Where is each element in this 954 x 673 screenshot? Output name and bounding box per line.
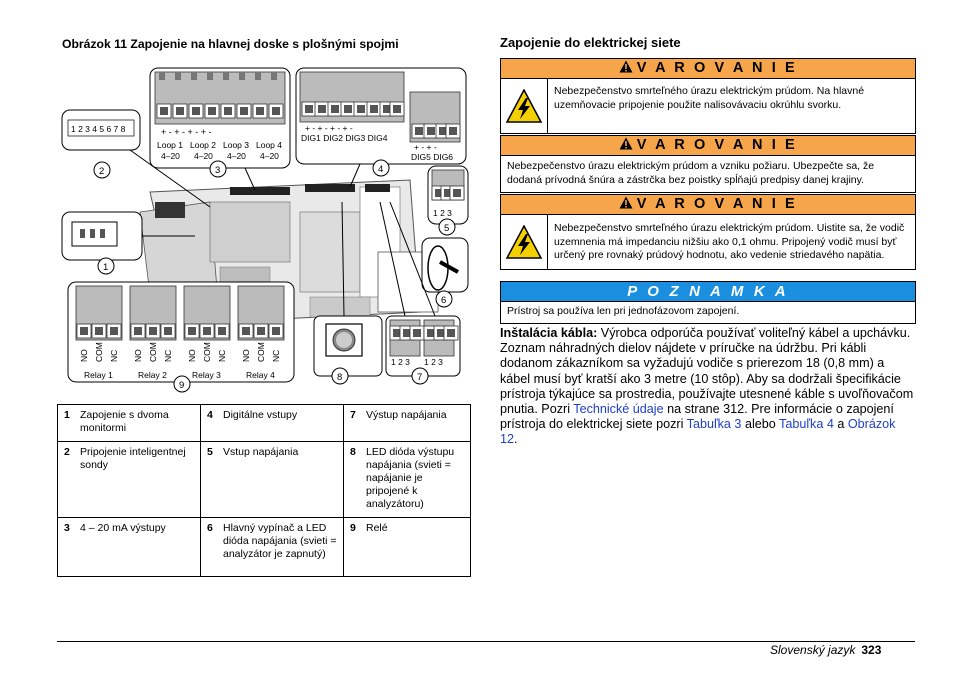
table-row: 1 Zapojenie s dvoma monitormi 4 Digitálne vstupy 7 Výstup napájania <box>58 405 471 442</box>
dig-signs: + - + - + - + - <box>305 123 353 133</box>
svg-text:COM: COM <box>256 342 266 362</box>
svg-text:NC: NC <box>163 349 173 362</box>
callout-7: 7 <box>417 372 423 383</box>
wiring-diagram <box>60 62 472 396</box>
svg-text:NC: NC <box>109 349 119 362</box>
figure-title: Obrázok 11 Zapojenie na hlavnej doske s plošnými spojmi <box>62 37 399 51</box>
warning-text: Nebezpečenstvo smrteľného úrazu elektrickým prúdom. Uistite sa, že vodič uzemnenia má impedanciu nižšiu ako 0,1 ohmu. Pripojený vodič musí byť určený pre rovnaký prúdový hodnotu, ako vedenie striedavého napätia. <box>554 222 905 261</box>
link-table-4[interactable]: Tabuľka 4 <box>779 417 834 432</box>
warning-box-2 <box>500 135 916 193</box>
page-number: 323 <box>861 643 882 657</box>
table-row: 2 Pripojenie inteligentnej sondy 5 Vstup napájania 8 LED dióda výstupu napájania (svieti = napájanie je pripojené k analyzátoru) <box>58 442 471 518</box>
callout-6: 6 <box>441 295 447 306</box>
dig56-label: DIG5 DIG6 <box>411 152 454 162</box>
callout-5: 5 <box>444 223 450 234</box>
warning-heading: V A R O V A N I E <box>636 60 798 76</box>
warning-text: Nebezpečenstvo smrteľného úrazu elektrickým prúdom. Na hlavné uzemňovacie pripojenie použite nalisovávaciu okrúhlu svorku. <box>554 85 865 111</box>
power-out-pins-b: 1 2 3 <box>424 357 443 367</box>
relay-label-3: Relay 3 <box>192 370 221 380</box>
warning-box-1 <box>500 58 916 134</box>
warning-triangle-icon <box>619 137 633 150</box>
svg-text:NO: NO <box>79 349 89 362</box>
svg-text:NC: NC <box>217 349 227 362</box>
dig56-signs: + - + - <box>414 142 437 152</box>
warning-box-3 <box>500 194 916 270</box>
svg-text:COM: COM <box>202 342 212 362</box>
dip-label: 1 2 3 4 5 6 7 8 <box>71 124 126 134</box>
svg-text:NO: NO <box>133 349 143 362</box>
warning-triangle-icon <box>619 60 633 73</box>
callout-1: 1 <box>103 262 109 273</box>
link-figure-12[interactable]: Obrázok 12 <box>500 417 896 447</box>
warning-heading: V A R O V A N I E <box>636 196 798 212</box>
callout-8: 8 <box>337 372 343 383</box>
loop-range-1: 4–20 <box>161 151 180 161</box>
footer-divider <box>57 641 915 642</box>
table-row: 3 4 – 20 mA výstupy 6 Hlavný vypínač a LED dióda napájania (svieti = analyzátor je zapnutý) 9 Relé <box>58 518 471 577</box>
relay-label-4: Relay 4 <box>246 370 275 380</box>
callout-3: 3 <box>215 165 221 176</box>
callout-4: 4 <box>378 164 384 175</box>
loop-label-3: Loop 3 <box>223 140 249 150</box>
dig-labels: DIG1 DIG2 DIG3 DIG4 <box>301 133 388 143</box>
figure-legend-table <box>57 404 471 577</box>
callout-9: 9 <box>179 380 185 391</box>
warning-heading: V A R O V A N I E <box>636 137 798 153</box>
svg-text:COM: COM <box>94 342 104 362</box>
section-title: Zapojenie do elektrickej siete <box>500 35 681 50</box>
link-table-3[interactable]: Tabuľka 3 <box>686 417 742 432</box>
loop-label-4: Loop 4 <box>256 140 282 150</box>
relay-label-1: Relay 1 <box>84 370 113 380</box>
svg-text:COM: COM <box>148 342 158 362</box>
footer <box>770 643 881 657</box>
warning-text: Nebezpečenstvo úrazu elektrickým prúdom a vzniku požiaru. Ubezpečte sa, že dodaná prívodná šnúra a zástrčka bez poistky spĺňajú predpisy danej krajiny. <box>507 160 875 186</box>
loop-range-4: 4–20 <box>260 151 279 161</box>
note-heading: P O Z N A M K A <box>501 282 915 302</box>
relays-panel <box>68 282 294 382</box>
svg-text:NO: NO <box>187 349 197 362</box>
electric-shock-icon <box>506 89 542 123</box>
note-box <box>500 281 916 324</box>
power-pins: 1 2 3 <box>433 208 452 218</box>
link-technical-data[interactable]: Technické údaje <box>573 402 664 417</box>
loop-range-2: 4–20 <box>194 151 213 161</box>
footer-language: Slovenský jazyk <box>770 643 856 657</box>
loop-signs: + - + - + - + - <box>161 127 212 137</box>
callout-2: 2 <box>99 166 105 177</box>
note-text: Prístroj sa používa len pri jednofázovom zapojení. <box>507 305 740 317</box>
svg-text:NO: NO <box>241 349 251 362</box>
electric-shock-icon <box>506 225 542 259</box>
warning-triangle-icon <box>619 196 633 209</box>
loop-label-2: Loop 2 <box>190 140 216 150</box>
loop-range-3: 4–20 <box>227 151 246 161</box>
power-input-panel <box>428 166 468 224</box>
relay-label-2: Relay 2 <box>138 370 167 380</box>
power-out-pins-a: 1 2 3 <box>391 357 410 367</box>
loop-label-1: Loop 1 <box>157 140 183 150</box>
svg-text:NC: NC <box>271 349 281 362</box>
cable-installation-paragraph: Inštalácia kábla: Výrobca odporúča používať voliteľný kábel a upchávku. Zoznam náhradných dielov nájdete v príručke na údržbu. Pri kábli dodanom zákazníkom sa vyžadujú vodiče s prierezom 18 (0,8 mm) a kábel musí byť kratší ako 3 metre (10 stôp). Aby sa dodržali špecifikácie prístroja týkajúce sa prostredia, používajte utesnené káble s uvoľňovačom pnutia. Pozri Technické údaje na strane 312. Pre informácie o zapojení prístroja do elektrickej siete pozri Tabuľka 3 alebo Tabuľka 4 a Obrázok 12. <box>500 326 914 447</box>
main-switch-panel <box>422 238 468 292</box>
